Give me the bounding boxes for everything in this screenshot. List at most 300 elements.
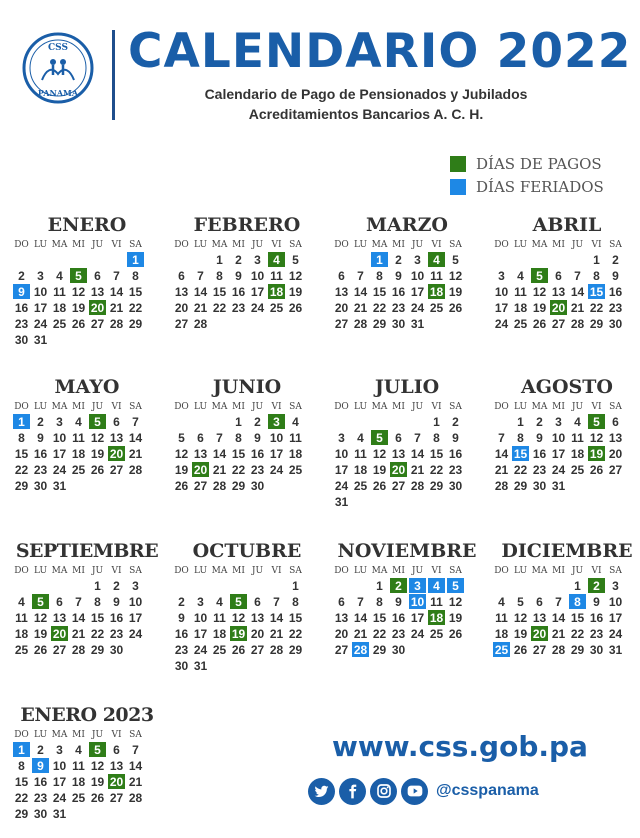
day-cell: 19 — [513, 626, 528, 641]
weekday-label: VI — [111, 566, 122, 576]
day-cell: 2 — [612, 252, 619, 267]
day-cell: 16 — [391, 284, 406, 299]
day-cell: 8 — [18, 430, 25, 445]
day-cell: 11 — [430, 268, 443, 283]
empty-cell — [51, 252, 68, 267]
day-cell: 13 — [174, 284, 189, 299]
day-cell: 26 — [448, 300, 463, 315]
weekday-label: MI — [72, 730, 85, 740]
day-cell: 7 — [273, 594, 280, 609]
day-cell: 19 — [33, 626, 48, 641]
day-cell: 8 — [216, 268, 223, 283]
weekday-label: DO — [174, 566, 189, 576]
day-cell: 19 — [532, 300, 547, 315]
weekday-header — [492, 238, 640, 252]
day-cell: 2 — [113, 578, 120, 593]
weekday-label: MA — [371, 240, 388, 250]
day-cell: 7 — [357, 594, 364, 609]
month-name: MARZO — [366, 214, 448, 236]
empty-cell — [569, 252, 586, 267]
day-cell: 3 — [338, 430, 345, 445]
day-cell: 29 — [90, 642, 105, 657]
day-cell: 28 — [193, 316, 208, 331]
weekday-label: VI — [271, 240, 282, 250]
day-cell: 19 — [448, 284, 463, 299]
day-cell: 6 — [612, 414, 619, 429]
day-cell: 21 — [212, 462, 227, 477]
day-cell: 24 — [410, 300, 425, 315]
day-cell: 25 — [288, 462, 303, 477]
weekday-header — [172, 564, 322, 578]
empty-cell — [352, 578, 369, 593]
day-cell: 6 — [113, 414, 120, 429]
day-cell: 8 — [376, 594, 383, 609]
pay-swatch — [450, 156, 466, 172]
day-cell: 22 — [429, 462, 444, 477]
day-cell: 10 — [494, 284, 509, 299]
day-cell: 20 — [250, 626, 265, 641]
weekday-label: MI — [72, 566, 85, 576]
day-cell: 22 — [372, 626, 387, 641]
day-cell: 16 — [448, 446, 463, 461]
holiday-day: 3 — [409, 578, 426, 593]
day-cell: 19 — [90, 446, 105, 461]
payment-day: 5 — [588, 414, 605, 429]
weekday-label: SA — [129, 402, 142, 412]
day-cell: 26 — [231, 642, 246, 657]
payment-day: 5 — [32, 594, 49, 609]
weekday-label: MI — [552, 566, 565, 576]
empty-cell — [268, 578, 285, 593]
day-cell: 28 — [353, 316, 368, 331]
day-cell: 30 — [532, 478, 547, 493]
day-cell: 9 — [254, 430, 261, 445]
day-cell: 7 — [574, 268, 581, 283]
day-cell: 26 — [90, 790, 105, 805]
day-cell: 26 — [448, 626, 463, 641]
day-cell: 2 — [235, 252, 242, 267]
day-cell: 29 — [14, 478, 29, 493]
instagram-icon[interactable] — [370, 778, 397, 805]
day-cell: 30 — [448, 478, 463, 493]
day-cell: 1 — [517, 414, 524, 429]
day-cell: 18 — [570, 446, 585, 461]
day-cell: 13 — [551, 284, 566, 299]
day-cell: 1 — [235, 414, 242, 429]
day-cell: 31 — [52, 806, 67, 821]
day-cell: 8 — [292, 594, 299, 609]
day-cell: 3 — [197, 594, 204, 609]
facebook-icon[interactable] — [339, 778, 366, 805]
weekday-label: DO — [174, 402, 189, 412]
empty-cell — [32, 252, 49, 267]
day-cell: 29 — [570, 642, 585, 657]
day-cell: 13 — [193, 446, 208, 461]
day-cell: 10 — [33, 284, 48, 299]
day-cell: 10 — [334, 446, 349, 461]
day-grid — [332, 578, 482, 658]
weekday-label: VI — [271, 402, 282, 412]
day-cell: 1 — [292, 578, 299, 593]
day-cell: 30 — [391, 316, 406, 331]
day-cell: 8 — [433, 430, 440, 445]
weekday-label: MI — [72, 240, 85, 250]
day-cell: 24 — [269, 462, 284, 477]
weekday-label: JU — [411, 402, 424, 412]
day-grid — [12, 414, 162, 494]
subtitle-ach: Acreditamientos Bancarios A. C. H. — [248, 106, 484, 122]
weekday-label: VI — [591, 240, 602, 250]
weekday-label: DO — [494, 240, 509, 250]
weekday-label: DO — [494, 402, 509, 412]
day-cell: 12 — [71, 284, 86, 299]
day-cell: 27 — [109, 790, 124, 805]
day-cell: 14 — [494, 446, 509, 461]
day-cell: 28 — [494, 478, 509, 493]
day-cell: 17 — [494, 300, 509, 315]
payment-day: 4 — [268, 252, 285, 267]
day-cell: 25 — [513, 316, 528, 331]
social-handle[interactable]: @csspanama — [436, 782, 539, 799]
day-cell: 19 — [71, 300, 86, 315]
empty-cell — [13, 578, 30, 593]
payment-day: 4 — [428, 252, 445, 267]
day-cell: 25 — [429, 626, 444, 641]
day-cell: 20 — [174, 300, 189, 315]
month-junio — [172, 374, 322, 494]
legend-pay-label: DÍAS DE PAGOS — [476, 154, 602, 173]
day-cell: 29 — [429, 478, 444, 493]
day-cell: 18 — [52, 300, 67, 315]
payment-day: 19 — [231, 626, 246, 641]
empty-cell — [371, 414, 388, 429]
payment-day: 20 — [109, 774, 124, 789]
day-cell: 24 — [410, 626, 425, 641]
payment-day: 2 — [390, 578, 407, 593]
day-cell: 21 — [494, 462, 509, 477]
weekday-label: LU — [33, 566, 48, 576]
month-name: JUNIO — [212, 376, 282, 398]
twitter-icon[interactable] — [308, 778, 335, 805]
month-name: NOVIEMBRE — [337, 540, 477, 562]
day-cell: 6 — [395, 430, 402, 445]
weekday-label: DO — [334, 240, 349, 250]
day-cell: 11 — [354, 446, 367, 461]
day-cell: 30 — [14, 332, 29, 347]
day-cell: 12 — [90, 430, 105, 445]
day-cell: 16 — [174, 626, 189, 641]
day-cell: 27 — [334, 316, 349, 331]
day-cell: 26 — [589, 462, 604, 477]
empty-cell — [493, 578, 510, 593]
empty-cell — [531, 578, 548, 593]
weekday-label: MA — [531, 240, 548, 250]
payment-day: 5 — [89, 742, 106, 757]
weekday-label: MA — [51, 240, 68, 250]
day-cell: 29 — [128, 316, 143, 331]
holiday-day: 15 — [513, 446, 528, 461]
day-grid — [492, 578, 640, 658]
day-cell: 15 — [570, 610, 585, 625]
weekday-label: MA — [211, 402, 228, 412]
day-cell: 8 — [517, 430, 524, 445]
weekday-label: VI — [431, 566, 442, 576]
day-cell: 31 — [193, 658, 208, 673]
day-cell: 11 — [72, 758, 85, 773]
day-cell: 14 — [109, 284, 124, 299]
weekday-label: DO — [14, 240, 29, 250]
day-cell: 18 — [494, 626, 509, 641]
month-name: OCTUBRE — [192, 540, 302, 562]
day-cell: 23 — [231, 300, 246, 315]
weekday-label: MI — [72, 402, 85, 412]
weekday-label: MI — [232, 402, 245, 412]
day-cell: 26 — [288, 300, 303, 315]
day-cell: 8 — [132, 268, 139, 283]
day-cell: 27 — [250, 642, 265, 657]
day-cell: 25 — [52, 316, 67, 331]
day-cell: 14 — [551, 610, 566, 625]
empty-cell — [333, 414, 350, 429]
month-name: ENERO — [47, 214, 127, 236]
day-cell: 21 — [128, 446, 143, 461]
day-cell: 16 — [109, 610, 124, 625]
day-cell: 28 — [128, 462, 143, 477]
weekday-label: DO — [14, 566, 29, 576]
day-cell: 19 — [174, 462, 189, 477]
day-cell: 23 — [448, 462, 463, 477]
holiday-day: 25 — [494, 642, 509, 657]
weekday-label: DO — [494, 566, 509, 576]
day-cell: 5 — [178, 430, 185, 445]
weekday-header — [172, 400, 322, 414]
day-cell: 13 — [334, 284, 349, 299]
weekday-label: MA — [531, 566, 548, 576]
month-name: JULIO — [374, 376, 440, 398]
day-cell: 16 — [33, 774, 48, 789]
subtitle-payments: Calendario de Pago de Pensionados y Jubilados — [204, 86, 528, 102]
day-cell: 15 — [372, 610, 387, 625]
day-cell: 13 — [90, 284, 105, 299]
day-cell: 29 — [372, 316, 387, 331]
day-cell: 24 — [193, 642, 208, 657]
legend-holiday-label: DÍAS FERIADOS — [476, 177, 604, 196]
day-cell: 1 — [376, 578, 383, 593]
weekday-label: LU — [33, 730, 48, 740]
weekday-label: MI — [552, 240, 565, 250]
day-cell: 19 — [90, 774, 105, 789]
empty-cell — [173, 414, 190, 429]
day-cell: 12 — [288, 268, 303, 283]
day-cell: 8 — [376, 268, 383, 283]
day-cell: 17 — [128, 610, 143, 625]
weekday-label: LU — [193, 566, 208, 576]
day-cell: 11 — [495, 610, 508, 625]
payment-day: 20 — [532, 626, 547, 641]
day-cell: 4 — [498, 594, 505, 609]
day-cell: 15 — [372, 284, 387, 299]
day-cell: 26 — [372, 478, 387, 493]
day-cell: 28 — [109, 316, 124, 331]
weekday-label: VI — [591, 402, 602, 412]
day-cell: 14 — [353, 610, 368, 625]
payment-day: 20 — [90, 300, 105, 315]
day-cell: 14 — [128, 430, 143, 445]
day-cell: 31 — [33, 332, 48, 347]
day-cell: 12 — [231, 610, 246, 625]
day-cell: 11 — [72, 430, 85, 445]
day-cell: 23 — [391, 300, 406, 315]
weekday-label: JU — [411, 240, 424, 250]
day-cell: 26 — [90, 462, 105, 477]
legend-holiday — [450, 175, 640, 198]
payment-day: 5 — [89, 414, 106, 429]
day-cell: 18 — [14, 626, 29, 641]
empty-cell — [512, 578, 529, 593]
payment-day: 18 — [429, 610, 444, 625]
day-cell: 21 — [71, 626, 86, 641]
weekday-label: JU — [571, 566, 584, 576]
day-cell: 25 — [14, 642, 29, 657]
day-cell: 19 — [448, 610, 463, 625]
holiday-day: 9 — [13, 284, 30, 299]
payment-day: 20 — [551, 300, 566, 315]
day-cell: 27 — [532, 642, 547, 657]
empty-cell — [352, 252, 369, 267]
day-cell: 1 — [574, 578, 581, 593]
day-cell: 6 — [254, 594, 261, 609]
day-cell: 7 — [132, 742, 139, 757]
day-cell: 2 — [254, 414, 261, 429]
holiday-day: 8 — [569, 594, 586, 609]
day-cell: 29 — [589, 316, 604, 331]
day-cell: 12 — [589, 430, 604, 445]
day-cell: 4 — [75, 742, 82, 757]
day-grid — [332, 414, 482, 510]
empty-cell — [249, 578, 266, 593]
month-octubre — [172, 538, 322, 674]
day-cell: 26 — [513, 642, 528, 657]
day-grid — [332, 252, 482, 332]
weekday-label: MA — [371, 566, 388, 576]
day-cell: 28 — [71, 642, 86, 657]
weekday-label: JU — [91, 730, 104, 740]
day-cell: 23 — [174, 642, 189, 657]
empty-cell — [493, 252, 510, 267]
day-cell: 2 — [37, 414, 44, 429]
day-cell: 15 — [212, 284, 227, 299]
day-cell: 9 — [593, 594, 600, 609]
empty-cell — [192, 252, 209, 267]
youtube-icon[interactable] — [401, 778, 428, 805]
day-cell: 3 — [498, 268, 505, 283]
day-cell: 7 — [414, 430, 421, 445]
payment-day: 5 — [230, 594, 247, 609]
day-cell: 11 — [430, 594, 443, 609]
empty-cell — [211, 578, 228, 593]
day-cell: 30 — [109, 642, 124, 657]
day-cell: 17 — [269, 446, 284, 461]
holiday-swatch — [450, 179, 466, 195]
day-cell: 20 — [334, 300, 349, 315]
day-cell: 10 — [250, 268, 265, 283]
day-cell: 5 — [292, 252, 299, 267]
day-cell: 30 — [250, 478, 265, 493]
empty-cell — [211, 414, 228, 429]
weekday-label: JU — [251, 566, 264, 576]
weekday-header — [12, 564, 162, 578]
day-cell: 21 — [269, 626, 284, 641]
day-cell: 5 — [517, 594, 524, 609]
day-grid — [492, 414, 640, 494]
weekday-label: JU — [91, 402, 104, 412]
website-link[interactable]: www.css.gob.pa — [332, 730, 588, 763]
payment-day: 18 — [429, 284, 444, 299]
day-cell: 18 — [513, 300, 528, 315]
weekday-label: MA — [51, 730, 68, 740]
day-cell: 10 — [410, 268, 425, 283]
empty-cell — [173, 578, 190, 593]
month-abril — [492, 212, 640, 332]
day-cell: 14 — [353, 284, 368, 299]
weekday-label: VI — [111, 240, 122, 250]
day-cell: 24 — [334, 478, 349, 493]
day-cell: 26 — [174, 478, 189, 493]
day-cell: 19 — [372, 462, 387, 477]
weekday-label: VI — [591, 566, 602, 576]
empty-cell — [70, 252, 87, 267]
day-cell: 16 — [532, 446, 547, 461]
day-cell: 27 — [193, 478, 208, 493]
weekday-label: MA — [371, 402, 388, 412]
day-cell: 9 — [395, 594, 402, 609]
payment-day: 18 — [269, 284, 284, 299]
month-marzo — [332, 212, 482, 332]
day-cell: 16 — [391, 610, 406, 625]
day-cell: 25 — [212, 642, 227, 657]
weekday-label: SA — [129, 566, 142, 576]
day-cell: 10 — [551, 430, 566, 445]
day-cell: 6 — [56, 594, 63, 609]
day-cell: 12 — [532, 284, 547, 299]
day-cell: 22 — [14, 790, 29, 805]
day-cell: 7 — [216, 430, 223, 445]
day-cell: 29 — [372, 642, 387, 657]
day-cell: 4 — [216, 594, 223, 609]
day-cell: 11 — [514, 284, 527, 299]
day-cell: 14 — [71, 610, 86, 625]
day-cell: 5 — [452, 252, 459, 267]
day-cell: 9 — [395, 268, 402, 283]
payment-day: 20 — [109, 446, 124, 461]
day-cell: 30 — [33, 478, 48, 493]
day-cell: 25 — [269, 300, 284, 315]
weekday-header — [492, 564, 640, 578]
weekday-label: MI — [392, 402, 405, 412]
day-cell: 6 — [338, 268, 345, 283]
day-cell: 24 — [494, 316, 509, 331]
day-cell: 1 — [216, 252, 223, 267]
day-cell: 13 — [334, 610, 349, 625]
day-grid — [172, 414, 322, 494]
month-septiembre — [12, 538, 162, 658]
empty-cell — [493, 414, 510, 429]
weekday-label: JU — [251, 402, 264, 412]
month-agosto — [492, 374, 640, 494]
empty-cell — [70, 578, 87, 593]
day-cell: 4 — [517, 268, 524, 283]
holiday-day: 9 — [32, 758, 49, 773]
